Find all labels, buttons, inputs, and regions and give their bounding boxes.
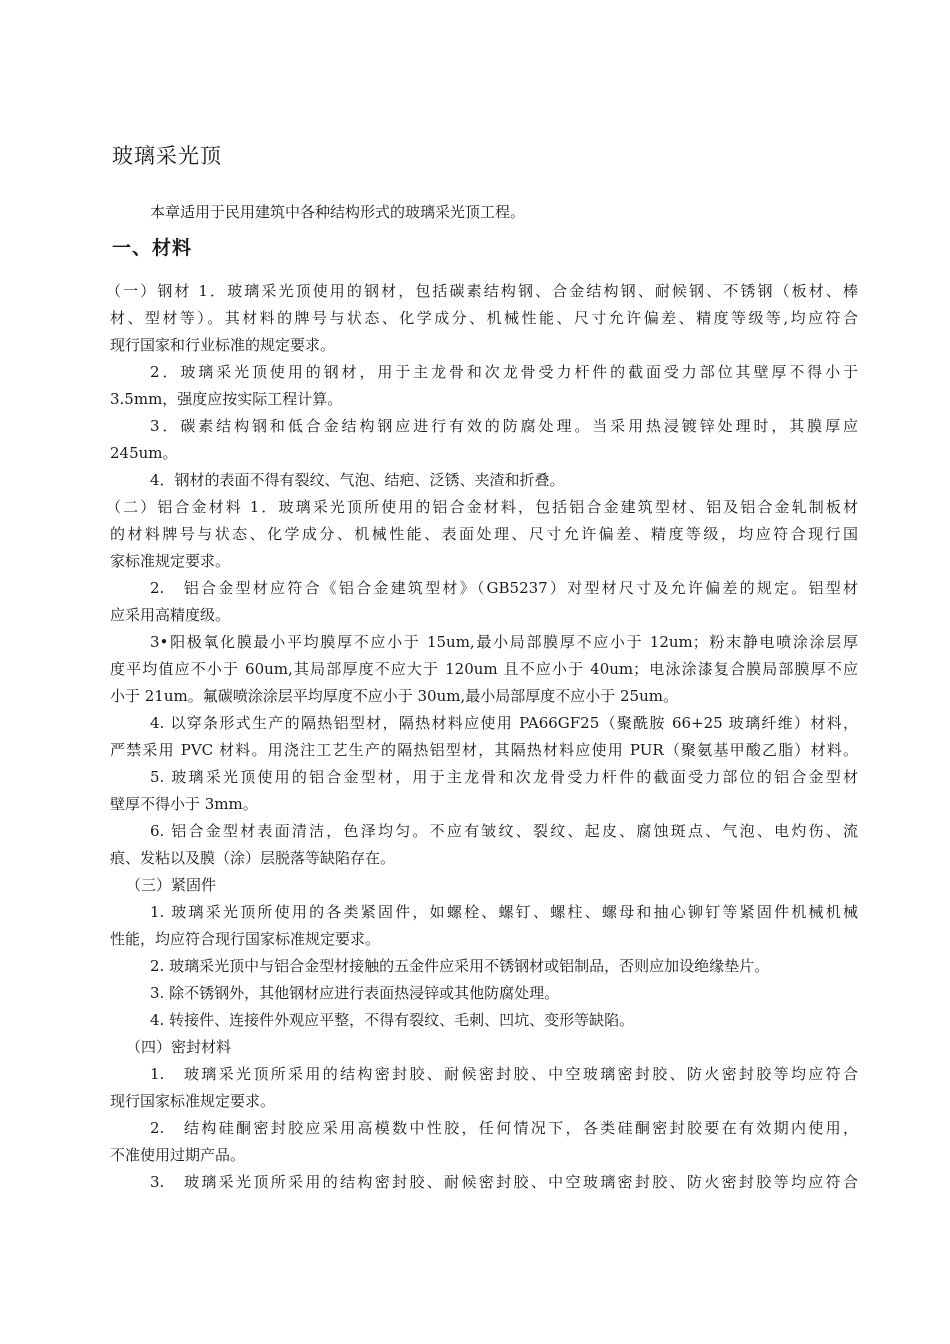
text-line: 1. 玻璃采光顶所使用的各类紧固件，如螺栓、螺钉、螺柱、螺母和抽心铆钉等紧固件机械机械 (150, 903, 858, 921)
text-line: 2. 玻璃采光顶中与铝合金型材接触的五金件应采用不锈钢材或铝制品，否则应加设绝缘垫片。 (150, 957, 770, 975)
text-line: 6. 铝合金型材表面清洁，色泽均匀。不应有皱纹、裂纹、起皮、腐蚀斑点、气泡、电灼伤、流 (150, 822, 858, 840)
text-line: 壁厚不得小于 3mm。 (110, 795, 258, 813)
text-line: 度平均值应不小于 60um,其局部厚度不应大于 120um 且不应小于 40um；电泳涂漆复合膜局部膜厚不应 (110, 660, 858, 678)
text-line: 3. 玻璃采光顶所采用的结构密封胶、耐候密封胶、中空玻璃密封胶、防火密封胶等均应符合 (150, 1173, 858, 1191)
text-line: 材、型材等）。其材料的牌号与状态、化学成分、机械性能、尺寸允许偏差、精度等级等,均应符合 (110, 309, 858, 327)
text-line: 3．碳素结构钢和低合金结构钢应进行有效的防腐处理。当采用热浸镀锌处理时，其膜厚应 (150, 417, 858, 435)
text-line: 的材料牌号与状态、化学成分、机械性能、表面处理、尺寸允许偏差、精度等级，均应符合现行国 (110, 525, 858, 543)
intro-paragraph: 本章适用于民用建筑中各种结构形式的玻璃采光顶工程。 (150, 203, 526, 221)
text-line: （二）铝合金材料 1．玻璃采光顶所使用的铝合金材料，包括铝合金建筑型材、铝及铝合金轧制板材 (106, 498, 858, 516)
text-line: 5. 玻璃采光顶使用的铝合金型材，用于主龙骨和次龙骨受力杆件的截面受力部位的铝合金型材 (150, 768, 858, 786)
text-line: 2. 铝合金型材应符合《铝合金建筑型材》（GB5237）对型材尺寸及允许偏差的规定。铝型材 (150, 579, 858, 597)
text-line: 现行国家标准规定要求。 (110, 1092, 276, 1110)
text-line: 现行国家和行业标准的规定要求。 (110, 336, 336, 354)
text-line: 4．钢材的表面不得有裂纹、气泡、结疤、泛锈、夹渣和折叠。 (150, 471, 565, 489)
text-line: 小于 21um。氟碳喷涂涂层平均厚度不应小于 30um,最小局部厚度不应小于 25um。 (110, 687, 678, 705)
text-line: 2．玻璃采光顶使用的钢材，用于主龙骨和次龙骨受力杆件的截面受力部位其壁厚不得小于 (150, 363, 858, 381)
text-line: 4. 转接件、连接件外观应平整，不得有裂纹、毛刺、凹坑、变形等缺陷。 (150, 1011, 635, 1029)
text-line: 3•阳极氧化膜最小平均膜厚不应小于 15um,最小局部膜厚不应小于 12um；粉末静电喷涂涂层厚 (150, 633, 858, 651)
text-line: 严禁采用 PVC 材料。用浇注工艺生产的隔热铝型材，其隔热材料应使用 PUR（聚氨基甲酸乙脂）材料。 (110, 741, 858, 759)
text-line: 痕、发粘以及膜（涂）层脱落等缺陷存在。 (110, 849, 396, 867)
text-line: 4. 以穿条形式生产的隔热铝型材，隔热材料应使用 PA66GF25（聚酰胺 66+25 玻璃纤维）材料， (150, 714, 858, 732)
page-title: 玻璃采光顶 (112, 144, 222, 168)
text-line: 2. 结构硅酮密封胶应采用高模数中性胶，任何情况下，各类硅酮密封胶要在有效期内使用， (150, 1119, 858, 1137)
text-line: 3. 除不锈钢外，其他钢材应进行表面热浸锌或其他防腐处理。 (150, 984, 560, 1002)
section-heading: 一、材料 (112, 237, 193, 259)
text-line: 性能，均应符合现行国家标准规定要求。 (110, 930, 381, 948)
text-line: 应采用高精度级。 (110, 606, 231, 624)
text-line: （四）密封材料 (126, 1038, 232, 1056)
text-line: 家标准规定要求。 (110, 552, 231, 570)
document-body (106, 278, 858, 1196)
text-line: 不准使用过期产品。 (110, 1146, 246, 1164)
text-line: （三）紧固件 (126, 876, 217, 894)
text-line: （一）钢材 1．玻璃采光顶使用的钢材，包括碳素结构钢、合金结构钢、耐候钢、不锈钢（板材、棒 (106, 282, 858, 300)
text-line: 3.5mm，强度应按实际工程计算。 (110, 390, 343, 408)
text-line: 245um。 (110, 444, 178, 462)
text-line: 1. 玻璃采光顶所采用的结构密封胶、耐候密封胶、中空玻璃密封胶、防火密封胶等均应符合 (150, 1065, 858, 1083)
